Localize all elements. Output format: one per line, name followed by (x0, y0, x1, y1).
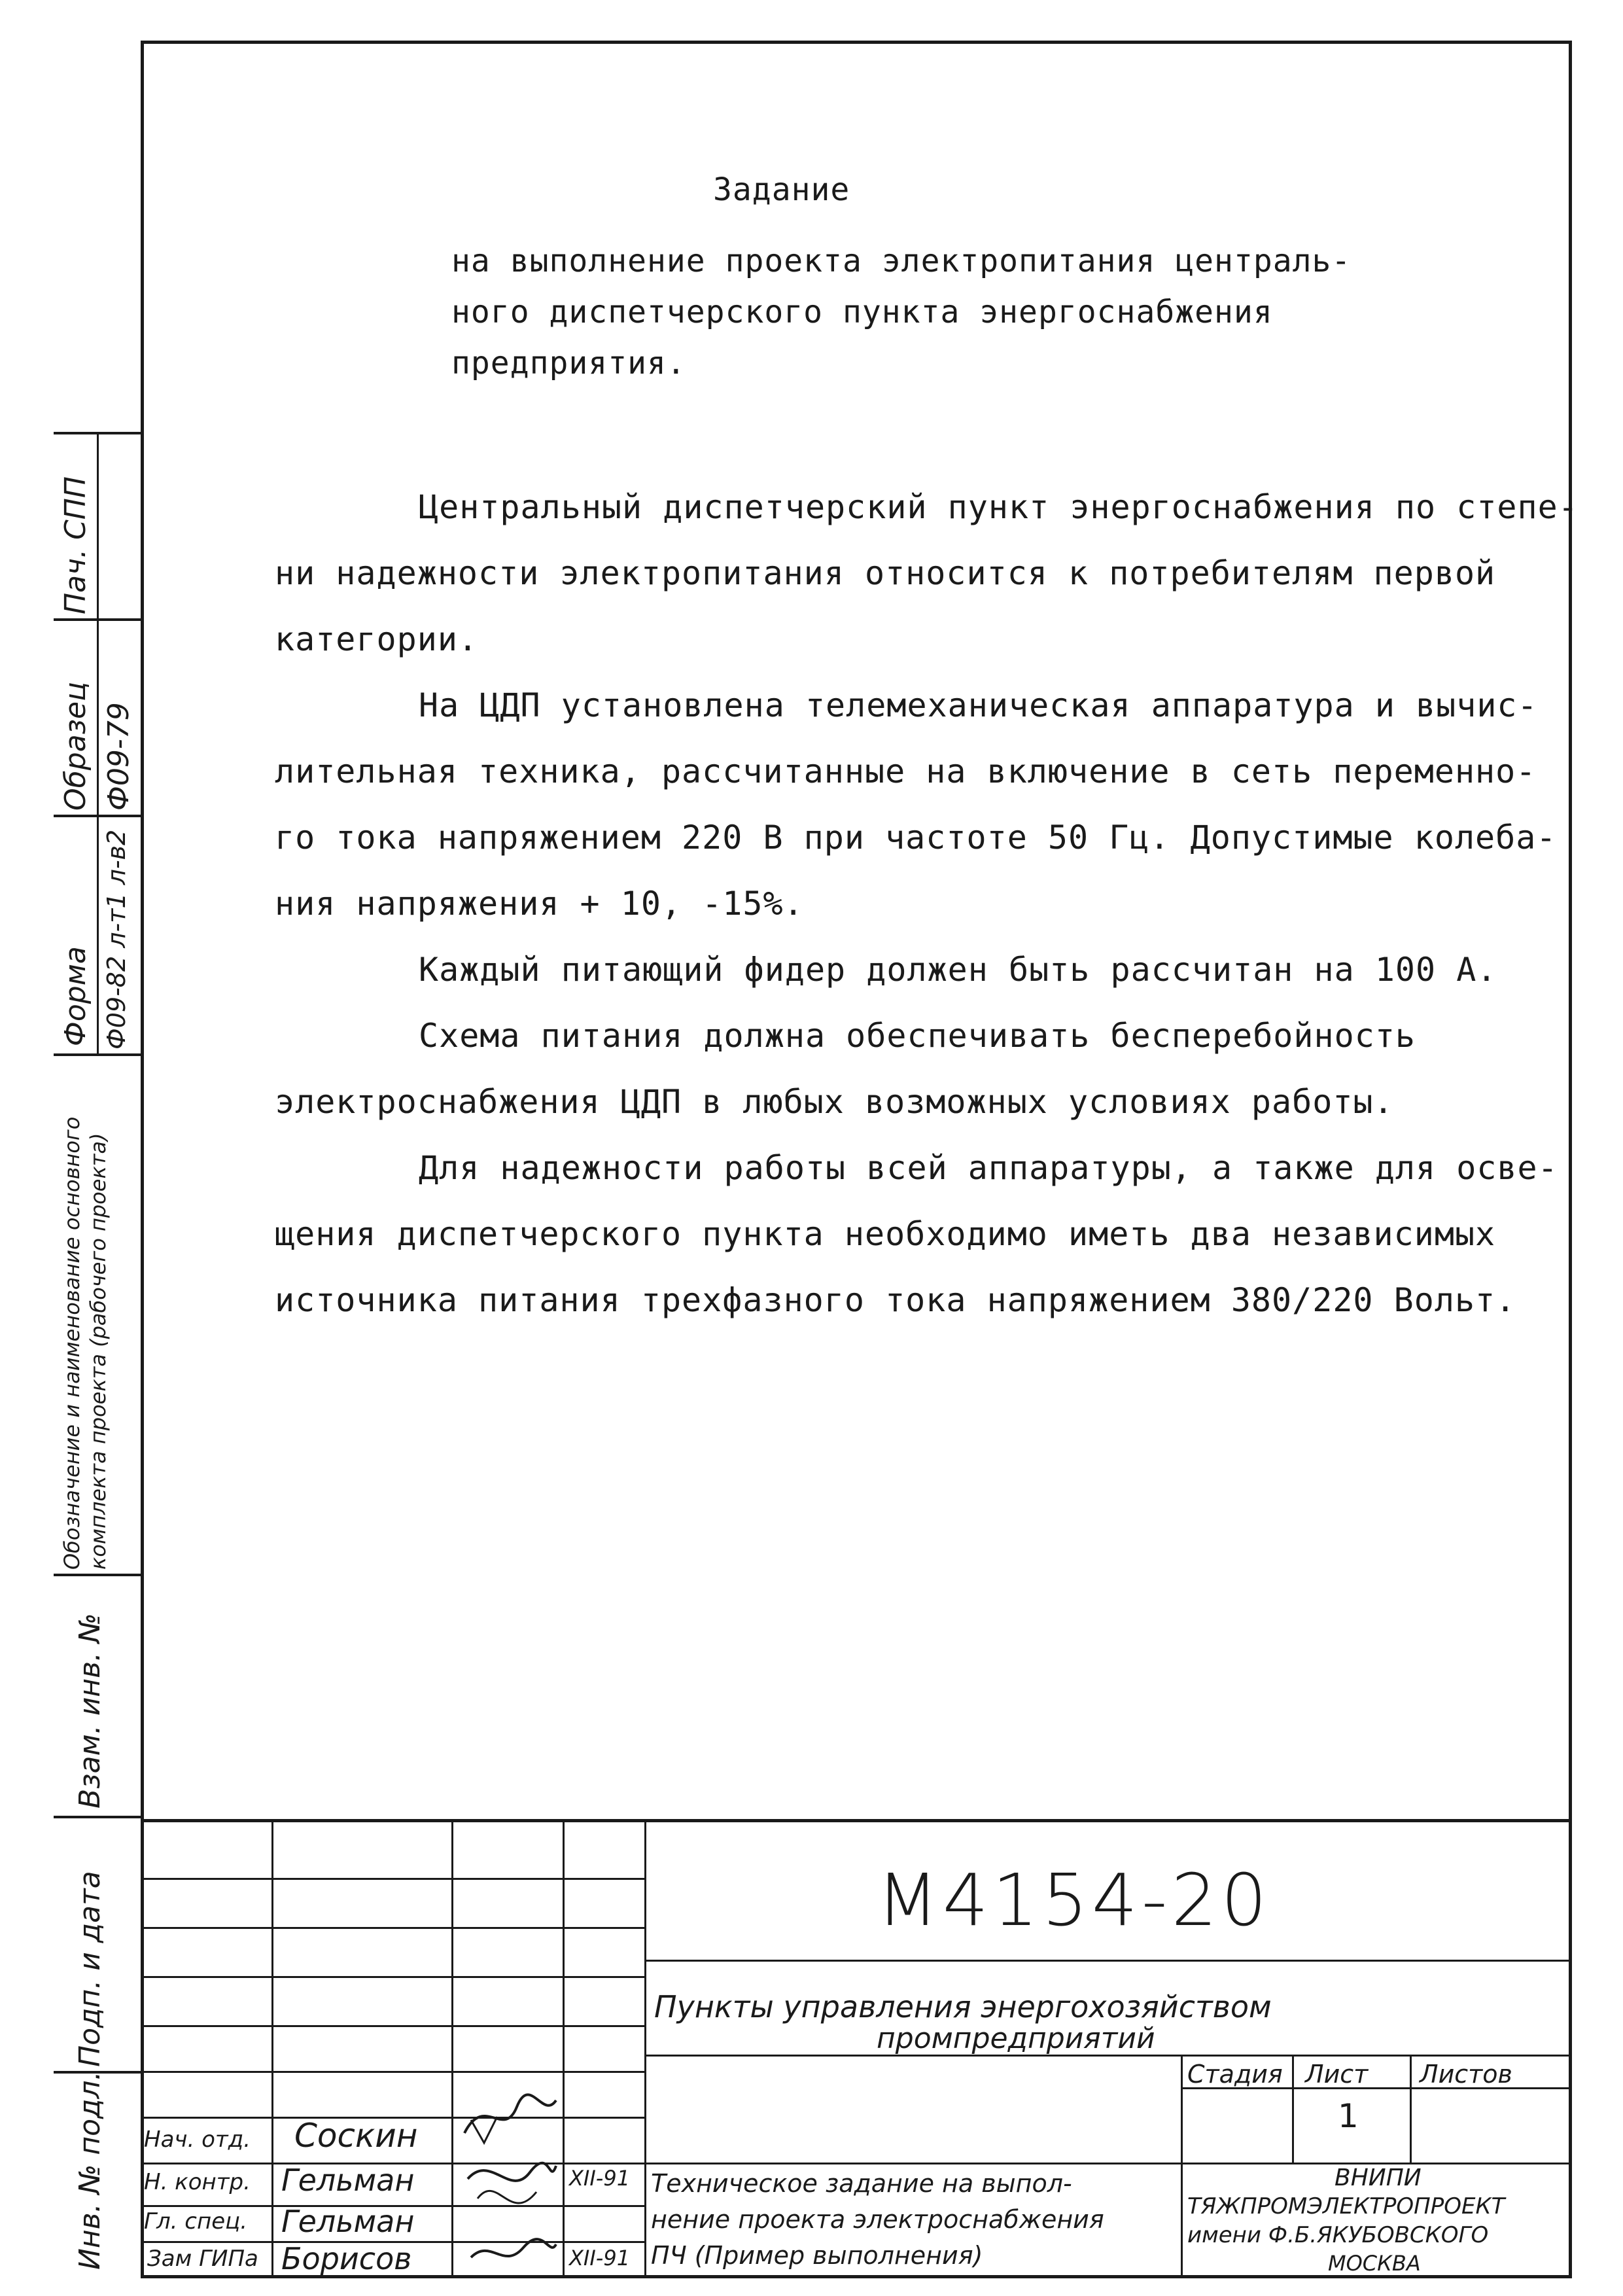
org-name: имени Ф.Б.ЯКУБОВСКОГО (1187, 2222, 1489, 2248)
stage-header: Стадия (1187, 2060, 1283, 2089)
margin-value: Ф09-82 л-т1 л-в2 (102, 829, 131, 1050)
sheets-header: Листов (1420, 2060, 1512, 2089)
body-line: ни надежности электропитания относится к потребителям первой (275, 554, 1496, 592)
body-line: На ЦДП установлена телемеханическая аппаратура и вычис- (419, 686, 1538, 724)
margin-label: Взам. инв. № (73, 1613, 107, 1809)
sign-role: Зам ГИПа (147, 2246, 258, 2272)
body-line: электроснабжения ЦДП в любых возможных условиях работы. (275, 1083, 1394, 1121)
body-text (275, 474, 1579, 1333)
sheet-header: Лист (1305, 2060, 1369, 2089)
project-title: промпредприятий (877, 2022, 1155, 2055)
subheading-line: предприятия. (451, 345, 686, 381)
sign-name: Гельман (281, 2204, 415, 2239)
document-number: М4154-20 (877, 1858, 1271, 1942)
margin-cell-designation (54, 1056, 141, 1576)
margin-cell-podp (54, 1818, 141, 2074)
margin-label: Пач. СПП (59, 476, 92, 614)
margin-cell-inv (54, 2071, 141, 2280)
sign-name: Гельман (281, 2163, 415, 2198)
body-line: категории. (275, 620, 479, 658)
body-line: Каждый питающий фидер должен быть рассчитан на 100 А. (419, 951, 1497, 989)
org-name: ТЯЖПРОМЭЛЕКТРОПРОЕКТ (1187, 2193, 1505, 2219)
sign-date: XII-91 (569, 2246, 631, 2270)
margin-cell-forma (54, 817, 141, 1056)
org-name: МОСКВА (1328, 2251, 1421, 2276)
org-name: ВНИПИ (1335, 2164, 1422, 2191)
sign-role: Нач. отд. (144, 2127, 251, 2153)
margin-cell-obrazets (54, 621, 141, 817)
document-subheading (451, 236, 1433, 389)
sign-date: XII-91 (569, 2166, 631, 2191)
subheading-line: на выполнение проекта электропитания централь- (451, 243, 1352, 279)
body-line: Центральный диспетчерский пункт энергоснабжения по степе- (419, 488, 1579, 526)
body-line: источника питания трехфазного тока напряжением 380/220 Вольт. (275, 1281, 1516, 1319)
margin-label: Обозначение и наименование основного комплекта проекта (рабочего проекта) (60, 1116, 111, 1570)
sheet-number: 1 (1338, 2097, 1359, 2135)
sign-name: Борисов (281, 2241, 412, 2276)
body-line: лительная техника, рассчитанные на включение в сеть переменно- (275, 752, 1537, 790)
margin-cell-pach (54, 434, 141, 621)
margin-label: Форма (59, 946, 92, 1046)
sheet-title: Техническое задание на выпол- (651, 2169, 1072, 2198)
body-line: Схема питания должна обеспечивать бесперебойность (419, 1017, 1416, 1055)
margin-label: Подп. и дата (73, 1871, 107, 2067)
subheading-line: ного диспетчерского пункта энергоснабжения (451, 294, 1273, 330)
document-heading: Задание (713, 171, 850, 208)
sheet-title: ПЧ (Пример выполнения) (651, 2241, 983, 2270)
margin-label: Инв. № подл. (73, 2071, 107, 2270)
sheet-title: нение проекта электроснабжения (651, 2205, 1104, 2234)
margin-value: Ф09-79 (102, 702, 135, 811)
signature-scribble-icon (458, 2081, 563, 2277)
margin-label: Образец (59, 681, 92, 811)
body-line: го тока напряжением 220 В при частоте 50 Гц. Допустимые колеба- (275, 819, 1557, 857)
project-title: Пункты управления энергохозяйством (654, 1989, 1272, 2024)
sign-role: Н. контр. (144, 2169, 251, 2195)
sign-name: Соскин (294, 2117, 418, 2155)
body-line: ния напряжения + 10, -15%. (275, 885, 804, 923)
sign-role: Гл. спец. (144, 2208, 248, 2234)
margin-strip (54, 432, 141, 2280)
body-line: щения диспетчерского пункта необходимо иметь два независимых (275, 1215, 1496, 1253)
margin-cell-vzam (54, 1576, 141, 1818)
body-line: Для надежности работы всей аппаратуры, а также для осве- (419, 1149, 1558, 1187)
